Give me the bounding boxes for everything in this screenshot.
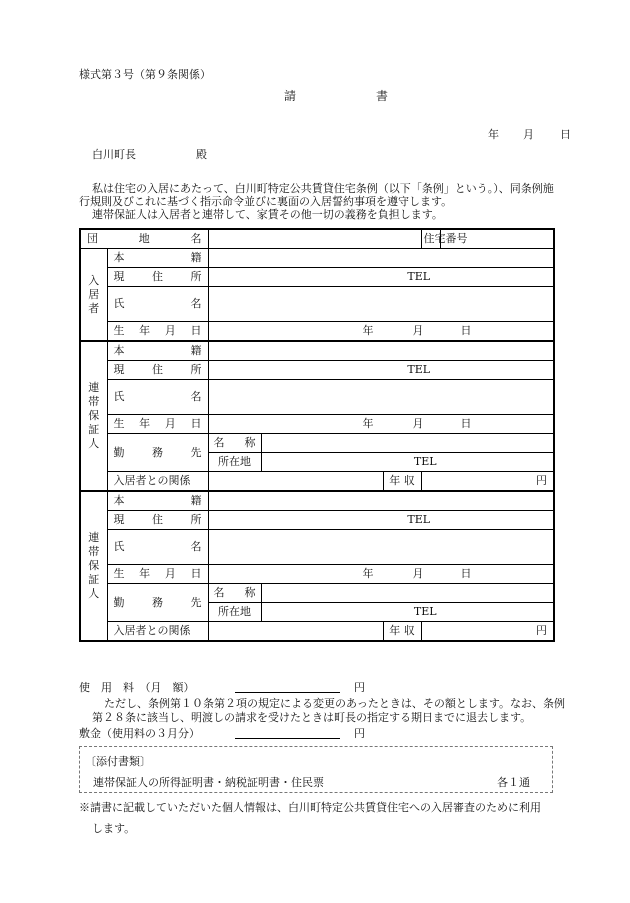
g1-honseki-label: 本 籍 bbox=[107, 341, 208, 361]
attachments-count: 各１通 bbox=[497, 776, 530, 789]
intro-line-1: 私は住宅の入居にあたって、白川町特定公共賃貸住宅条例（以下「条例」という。）、同条例施 bbox=[92, 182, 554, 195]
note-line-2: 第２８条に該当し、明渡しの請求を受けたときは町長の指定する期日までに退去します。 bbox=[92, 711, 532, 724]
g2-employer-name-label: 名 称 bbox=[208, 584, 261, 603]
g1-birth-day: 日 bbox=[460, 417, 472, 430]
g2-honseki-label: 本 籍 bbox=[107, 491, 208, 511]
guarantor1-section-label: 連 帯 保 証 人 bbox=[80, 341, 107, 491]
tenant-birth-day: 日 bbox=[460, 324, 472, 337]
date-month: 月 bbox=[523, 128, 534, 141]
g2-relation-row bbox=[80, 622, 554, 642]
g2-employer-tel[interactable]: TEL bbox=[261, 603, 554, 622]
g2-employer-label: 勤 務 先 bbox=[107, 584, 208, 622]
g2-birthdate-row bbox=[80, 565, 554, 584]
rent-yen: 円 bbox=[354, 681, 365, 694]
tenant-address-row bbox=[80, 268, 554, 287]
g2-tel[interactable]: TEL bbox=[208, 511, 554, 530]
guarantor2-section-label: 連 帯 保 証 人 bbox=[80, 491, 107, 641]
g2-relation-value[interactable] bbox=[208, 622, 383, 642]
g1-relation-label: 入居者との関係 bbox=[107, 472, 208, 492]
g2-name-label: 氏 名 bbox=[107, 530, 208, 565]
attachments-body: 連帯保証人の所得証明書・納税証明書・住民票 bbox=[93, 776, 324, 789]
deposit-yen: 円 bbox=[354, 727, 365, 740]
g1-address-row bbox=[80, 361, 554, 380]
g2-relation-label: 入居者との関係 bbox=[107, 622, 208, 642]
g1-employer-label: 勤 務 先 bbox=[107, 434, 208, 472]
g1-relation-value[interactable] bbox=[208, 472, 383, 492]
title-left-char: 請 bbox=[284, 89, 297, 103]
g2-birthdate-value[interactable] bbox=[208, 565, 554, 584]
g1-birth-year: 年 bbox=[362, 417, 374, 430]
intro-line-3: 連帯保証人は入居者と連帯して、家賃その他一切の義務を負担します。 bbox=[92, 208, 443, 221]
g1-income-value[interactable]: 円 bbox=[421, 472, 554, 492]
tenant-honseki-label: 本 籍 bbox=[107, 249, 208, 268]
g1-birth-month: 月 bbox=[412, 417, 424, 430]
g1-relation-row bbox=[80, 472, 554, 492]
g2-name-value[interactable] bbox=[208, 530, 554, 565]
g2-income-value[interactable]: 円 bbox=[421, 622, 554, 642]
tenant-name-label: 氏 名 bbox=[107, 287, 208, 322]
g1-name-label: 氏 名 bbox=[107, 380, 208, 415]
g1-employer-name-row bbox=[80, 434, 554, 453]
rent-input-line[interactable] bbox=[235, 679, 340, 693]
g1-birthdate-value[interactable] bbox=[208, 415, 554, 434]
g2-employer-name-value[interactable] bbox=[261, 584, 554, 603]
tenant-birthdate-row bbox=[80, 322, 554, 342]
danchi-label-text bbox=[87, 232, 202, 246]
g1-employer-tel[interactable]: TEL bbox=[261, 453, 554, 472]
privacy-line-2: します。 bbox=[92, 822, 136, 835]
g2-honseki-row bbox=[80, 491, 554, 511]
g2-address-label: 現 住 所 bbox=[107, 511, 208, 530]
danchi-char-2: 地 bbox=[138, 232, 150, 245]
g2-employer-location-label: 所在地 bbox=[208, 603, 261, 622]
date-year: 年 bbox=[488, 128, 499, 141]
privacy-line-1: ※請書に記載していただいた個人情報は、白川町特定公共賃貸住宅への入居審査のために利用 bbox=[79, 801, 541, 814]
tenant-name-value[interactable] bbox=[208, 287, 554, 322]
danchi-label bbox=[80, 229, 208, 249]
danchi-char-1: 団 bbox=[87, 232, 98, 245]
tenant-honseki-value[interactable] bbox=[208, 249, 554, 268]
tenant-birth-month: 月 bbox=[412, 324, 424, 337]
note-line-1: ただし、条例第１０条第２項の規定による変更のあったときは、その額とします。なお、条例 bbox=[104, 697, 566, 710]
g2-birth-year: 年 bbox=[362, 567, 374, 580]
g1-honseki-row bbox=[80, 341, 554, 361]
tenant-tel[interactable]: TEL bbox=[208, 268, 554, 287]
g1-employer-name-label: 名 称 bbox=[208, 434, 261, 453]
tenant-birthdate-value[interactable] bbox=[208, 322, 554, 342]
g2-address-row bbox=[80, 511, 554, 530]
tenant-birth-year: 年 bbox=[362, 324, 374, 337]
g1-employer-location-label: 所在地 bbox=[208, 453, 261, 472]
row-danchi bbox=[80, 229, 554, 249]
title-right-char: 書 bbox=[376, 89, 389, 103]
g1-honseki-value[interactable] bbox=[208, 341, 554, 361]
g1-income-label: 年 収 bbox=[383, 472, 421, 492]
application-form-table bbox=[79, 228, 555, 642]
intro-line-2: 行規則及びこれに基づく指示命令並びに裏面の入居誓約事項を遵守します。 bbox=[79, 195, 453, 208]
date-day: 日 bbox=[560, 128, 571, 141]
g2-birth-day: 日 bbox=[460, 567, 472, 580]
danchi-char-3: 名 bbox=[190, 232, 202, 245]
tenant-name-row bbox=[80, 287, 554, 322]
danchi-value[interactable] bbox=[208, 229, 421, 249]
deposit-input-line[interactable] bbox=[235, 725, 340, 739]
jutaku-bango-label: 住宅番号 bbox=[421, 229, 440, 249]
honorific: 殿 bbox=[196, 148, 207, 161]
g2-name-row bbox=[80, 530, 554, 565]
attachments-title: 〔添付書類〕 bbox=[85, 755, 151, 768]
g2-employer-name-row bbox=[80, 584, 554, 603]
g1-birthdate-label: 生 年 月 日 bbox=[107, 415, 208, 434]
g2-birth-month: 月 bbox=[412, 567, 424, 580]
tenant-birthdate-label: 生 年 月 日 bbox=[107, 322, 208, 342]
attachments-box bbox=[79, 746, 553, 793]
g1-birthdate-row bbox=[80, 415, 554, 434]
g2-honseki-value[interactable] bbox=[208, 491, 554, 511]
deposit-label: 敷金（使用料の３月分） bbox=[79, 727, 200, 740]
g2-birthdate-label: 生 年 月 日 bbox=[107, 565, 208, 584]
g1-name-row bbox=[80, 380, 554, 415]
g1-tel[interactable]: TEL bbox=[208, 361, 554, 380]
g1-employer-name-value[interactable] bbox=[261, 434, 554, 453]
tenant-address-label: 現 住 所 bbox=[107, 268, 208, 287]
form-number: 様式第３号（第９条関係） bbox=[79, 68, 211, 81]
tenant-honseki-row bbox=[80, 249, 554, 268]
tenant-section-label: 入 居 者 bbox=[80, 249, 107, 342]
g2-income-label: 年 収 bbox=[383, 622, 421, 642]
g1-name-value[interactable] bbox=[208, 380, 554, 415]
g1-address-label: 現 住 所 bbox=[107, 361, 208, 380]
rent-label: 使 用 料 （月 額） bbox=[79, 681, 195, 694]
addressee: 白川町長 bbox=[92, 148, 136, 161]
